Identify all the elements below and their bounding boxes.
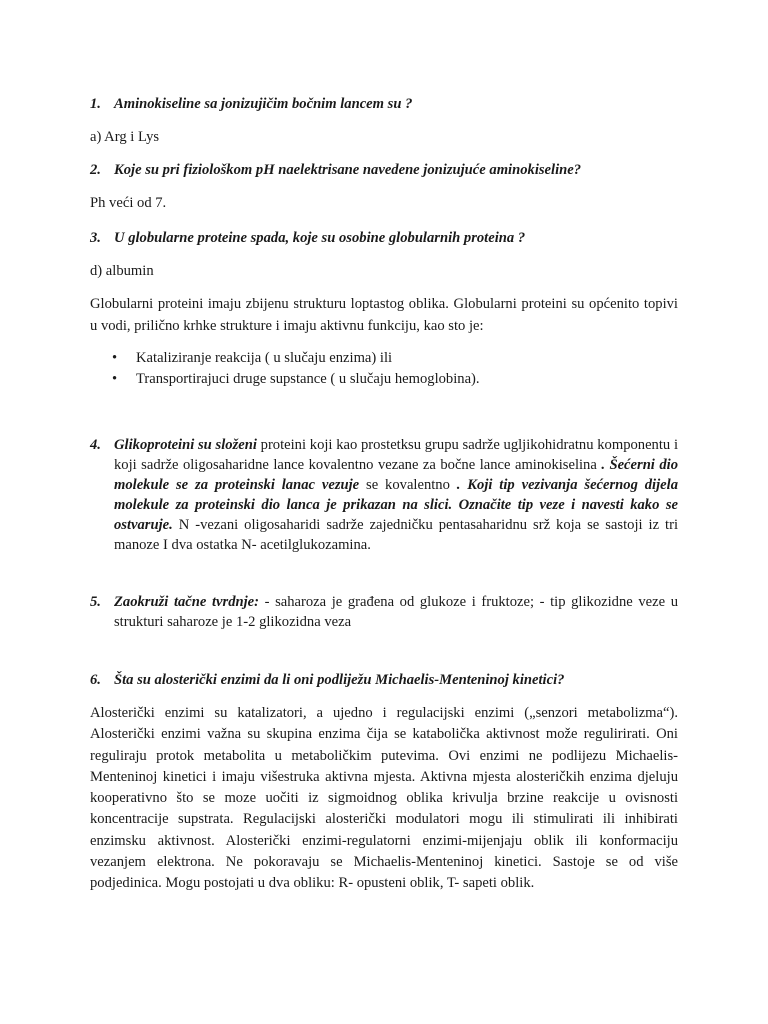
question-6-number: 6.	[90, 672, 101, 688]
question-2-number: 2.	[90, 162, 101, 178]
answer-3: d) albumin	[90, 263, 154, 279]
question-4-number: 4.	[90, 437, 101, 453]
question-2	[90, 160, 678, 180]
question-4-body: Glikoproteini su složeni proteini koji kao prostetksu grupu sadrže ugljikohidratnu komponentu i koji sadrže oligosaharidne lance kovalentno vezane za bočne lance aminokiselina . Šećerni dio molekule se za proteinski lanac vezuje se kovalentno . Koji tip vezivanja šećernog dijela molekule za proteinski dio lanca je prikazan na slici. Označite tip veze i navesti kako se ostvaruje. N -vezani oligosaharidi sadrže zajedničku pentasaharidnu srž koja se sastoji iz tri manoze I dva ostatka N- acetilglukozamina.	[114, 437, 678, 553]
question-1-number: 1.	[90, 96, 101, 112]
question-1	[90, 94, 678, 114]
bullet-dot-icon: •	[112, 350, 118, 366]
bullet-item: • Transportirajuci druge supstance ( u slučaju hemoglobina).	[90, 369, 678, 390]
question-6-text: Šta su alosterički enzimi da li oni podliježu Michaelis-Menteninoj kinetici?	[114, 672, 565, 688]
question-5-body: Zaokruži tačne tvrdnje: - saharoza je građena od glukoze i fruktoze; - tip glikozidne veze u strukturi saharoze je 1-2 glikozidna veza	[114, 594, 678, 630]
question-3-number: 3.	[90, 230, 101, 246]
paragraph-allosteric-enzymes: Alosterički enzimi su katalizatori, a ujedno i regulacijski enzimi („senzori metabolizma“). Alosterički enzimi važna su skupina enzima čija se katabolička aktivnost može regulirirati. Oni reguliraju protok metabolita u metaboličkim putevima. Ovi enzimi ne podlijezu Michaelis-Menteninoj kinetici i imaju višestruka aktivna mjesta. Aktivna mjesta alosteričkih enzima djeluju kooperativno što se moze uočiti iz sigmoidnog oblika krivulja brzine reakcije u ovisnosti koncentracije supstrata. Regulacijski alosterički modulatori mogu ili stimulirati ili inhibirati enzimsku aktivnost. Alosterički enzimi-regulatorni enzimi-mijenjaju oblik ili konformaciju vezanjem elektrona. Ne pokoravaju se Michaelis-Menteninoj kinetici. Sastoje se od više podjedinica. Mogu postojati u dva obliku: R- opusteni oblik, T- sapeti oblik.	[90, 705, 678, 892]
bullet-list	[90, 348, 678, 390]
question-3	[90, 228, 678, 248]
question-5	[90, 592, 678, 632]
question-4	[90, 435, 678, 555]
question-3-text: U globularne proteine spada, koje su osobine globularnih proteina ?	[114, 230, 526, 246]
question-5-number: 5.	[90, 594, 101, 610]
bullet-dot-icon: •	[112, 371, 118, 387]
bullet-item: • Kataliziranje reakcija ( u slučaju enzima) ili	[90, 348, 678, 369]
paragraph-globular-proteins: Globularni proteini imaju zbijenu strukturu loptastog oblika. Globularni proteini su općenito topivi u vodi, prilično krhke strukture i imaju aktivnu funkciju, kao sto je:	[90, 296, 678, 334]
answer-1: a) Arg i Lys	[90, 129, 160, 145]
question-6	[90, 670, 678, 690]
answer-2: Ph veći od 7.	[90, 195, 167, 211]
question-2-text: Koje su pri fiziološkom pH naelektrisane navedene jonizujuće aminokiseline?	[114, 162, 582, 178]
question-1-text: Aminokiseline sa jonizujičim bočnim lancem su ?	[114, 96, 413, 112]
